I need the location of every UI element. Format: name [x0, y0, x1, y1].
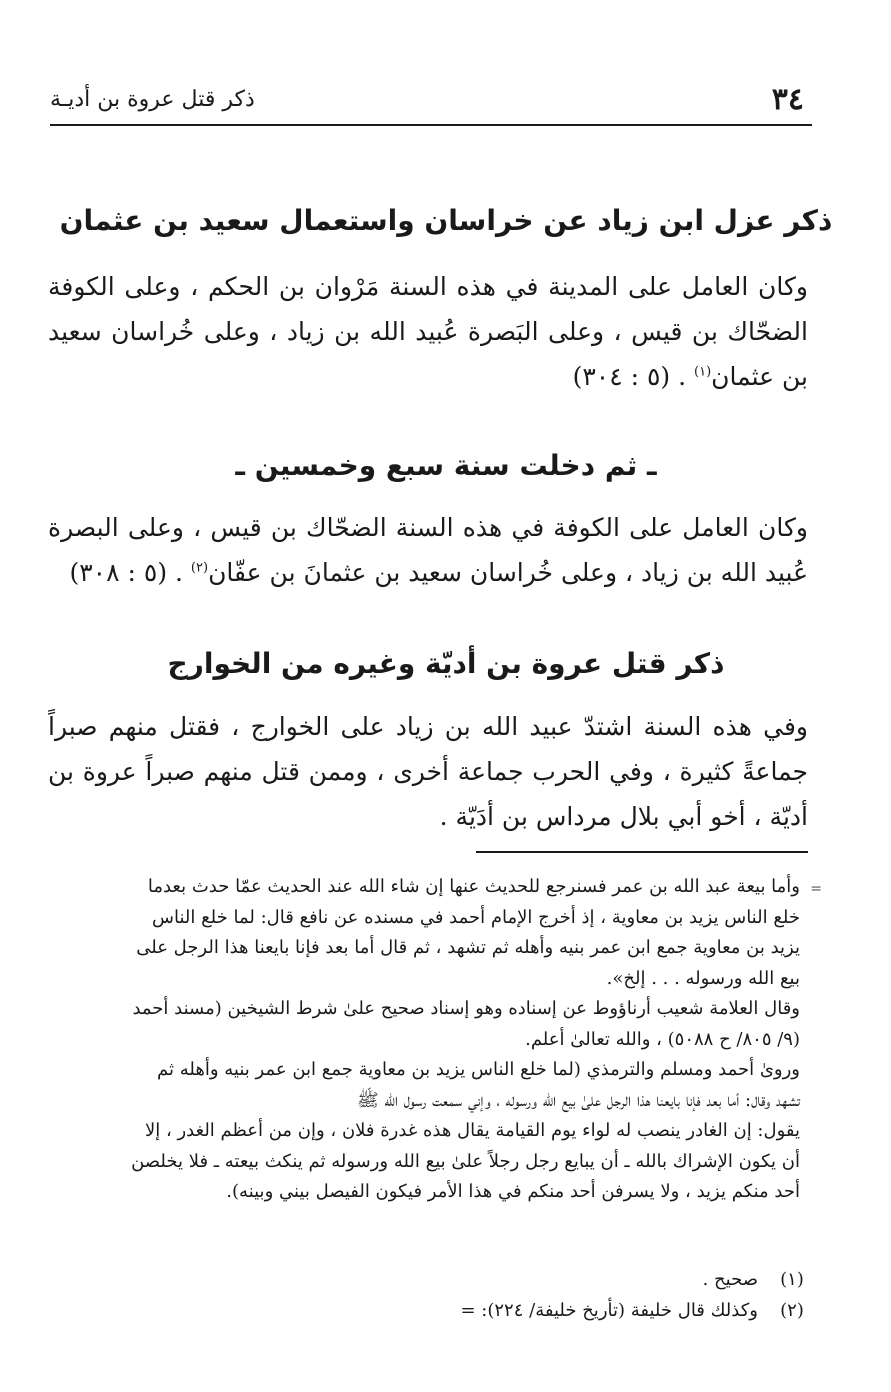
section-heading-year-57: ـ ثم دخلت سنة سبع وخمسين ـ — [235, 449, 657, 482]
footnote-line: وأما بيعة عبد الله بن عمر فسنرجع للحديث عنها إن شاء الله عند الحديث عمّا حدث بعدما — [147, 876, 800, 897]
header-rule — [50, 124, 812, 126]
section-paragraph-year-57 — [48, 505, 808, 595]
footnote-separator — [476, 851, 808, 853]
section-paragraph-dismissal — [48, 264, 808, 399]
footnote-line: خلع الناس يزيد بن معاوية ، إذ أخرج الإمام أحمد في مسنده عن نافع قال: لما خلع الناس — [152, 906, 800, 928]
paragraph-text: وكان العامل على الكوفة في هذه السنة الضحّاك بن قيس ، وعلى البصرة عُبيد الله بن زياد ، وعلى خُراسان سعيد بن عثمانَ بن عفّان — [48, 513, 808, 587]
footnote-line: يزيد بن معاوية جمع ابن عمر بنيه وأهله ثم تشهد ، ثم قال أما بعد فإنا بايعنا هذا الرجل على — [136, 937, 800, 958]
footnote-text — [460, 1296, 758, 1326]
paragraph-text: وكان العامل على المدينة في هذه السنة مَرْوان بن الحكم ، وعلى الكوفة الضحّاك بن قيس ، وعلى البَصرة عُبيد الله بن زياد ، وعلى خُراسان سعيد بن عثمان — [48, 272, 808, 391]
volume-page-reference: . (٥ : ٣٠٤) — [572, 362, 687, 391]
continued-footnote — [48, 872, 822, 1208]
continuation-mark: = — [810, 881, 822, 897]
volume-page-reference: . (٥ : ٣٠٨) — [69, 558, 183, 587]
section-heading-urwa: ذكر قتل عروة بن أديّة وغيره من الخوارج — [167, 647, 725, 680]
footnote-number: (١) — [780, 1269, 804, 1290]
page-number: ٣٤ — [771, 82, 804, 117]
footnote-line: أن يكون الإشراك بالله ـ أن يبايع رجل رجلاً علىٰ بيع الله ورسوله ثم ينكث بيعته ـ فلا يخلصن — [131, 1150, 800, 1172]
section-paragraph-urwa: وفي هذه السنة اشتدّ عبيد الله بن زياد على الخوارج ، فقتل منهم صبراً جماعةً كثيرة ، وفي الحرب جماعة أخرى ، وممن قتل منهم صبراً عروة بن أديّة ، أخو أبي بلال مرداس بن أدَيّة . — [48, 712, 808, 831]
footnote-line: أحد منكم يزيد ، ولا يسرفن أحد منكم في هذا الأمر فيكون الفيصل بيني وبينه). — [226, 1181, 800, 1202]
footnote-line: تشهد وقال: أما بعد فإنا بايعنا هذا الرجل علىٰ بيع الله ورسوله ، وإني سمعت رسول الله ﷺ — [356, 1089, 800, 1111]
footnote-text: صحيح . — [702, 1269, 758, 1290]
footnote-line: ورویٰ أحمد ومسلم والترمذي (لما خلع الناس يزيد بن معاوية جمع ابن عمر بنيه وأهله ثم — [157, 1059, 800, 1080]
footnote-line: بيع الله ورسوله . . . إلخ». — [606, 967, 800, 989]
footnote-mark[interactable]: (١) — [694, 364, 712, 380]
footnote-text-body: وكذلك قال خليفة (تأريخ خليفة/ ٢٢٤): — [481, 1300, 758, 1321]
footnote-number: (٢) — [780, 1300, 804, 1321]
footnote-line: (٩/ ٨٠٥/ ح ٥٠٨٨) ، والله تعالىٰ أعلم. — [525, 1028, 800, 1050]
page-header — [50, 76, 812, 124]
footnote-line: يقول: إن الغادر ينصب له لواء يوم القيامة يقال هذه غدرة فلان ، وإن من أعظم الغدر ، إلا — [144, 1120, 800, 1141]
running-title: ذكر قتل عروة بن أديـة — [50, 87, 255, 112]
continuation-mark: = — [460, 1300, 476, 1321]
footnote-line: وقال العلامة شعيب أرناؤوط عن إسناده وهو إسناد صحيح علىٰ شرط الشيخين (مسند أحمد — [132, 998, 800, 1019]
footnote-mark[interactable]: (٢) — [190, 560, 209, 576]
section-heading-dismissal: ذكر عزل ابن زياد عن خراسان واستعمال سعيد بن عثمان — [59, 204, 833, 237]
